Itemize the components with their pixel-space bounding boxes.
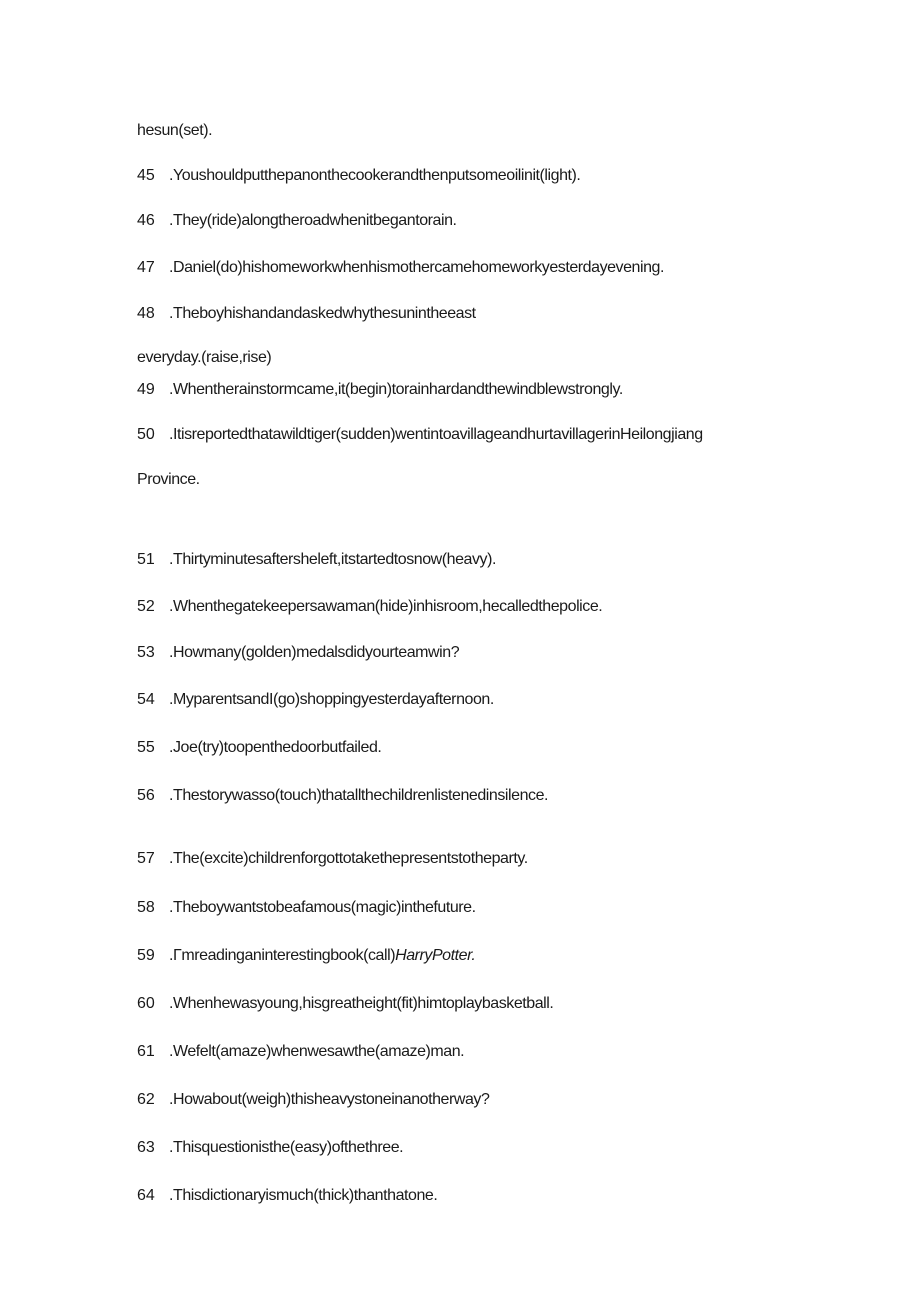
item-number: 61 [137,1043,155,1060]
exercise-55 [137,738,381,758]
exercise-46 [137,211,457,231]
item-text: .Theboyhishandandaskedwhythesunintheeast [169,305,476,322]
exercise-58 [137,898,476,918]
exercise-49 [137,380,623,400]
item-text: .Itisreportedthatawildtiger(sudden)wentintoavillageandhurtavillagerinHeilongjiang [169,426,703,443]
item-number: 63 [137,1139,155,1156]
item-text: .Thisdictionaryismuch(thick)thanthatone. [169,1187,438,1204]
item-number: 64 [137,1187,155,1204]
exercise-51 [137,550,496,570]
item-number: 45 [137,167,155,184]
item-number: 52 [137,598,155,615]
continuation-line: everyday.(raise,rise) [137,349,272,366]
item-number: 46 [137,212,155,229]
exercise-56 [137,786,548,806]
item-number: 55 [137,739,155,756]
exercise-59 [137,946,475,966]
exercise-53 [137,643,459,663]
item-number: 60 [137,995,155,1012]
item-text: .Γmreadinganinterestingbook(call) [169,947,396,964]
item-text: .Thestorywasso(touch)thatallthechildrenlistenedinsilence. [169,787,549,804]
item-number: 57 [137,850,155,867]
exercise-50 [137,425,703,445]
item-text: .Wefelt(amaze)whenwesawthe(amaze)man. [169,1043,465,1060]
item-text: .Whentherainstormcame,it(begin)torainhardandthewindblewstrongly. [169,381,623,398]
item-number: 51 [137,551,155,568]
exercise-47 [137,258,664,278]
item-text: .Howmany(golden)medalsdidyourteamwin? [169,644,460,661]
item-number: 54 [137,691,155,708]
exercise-63 [137,1138,403,1158]
exercise-64 [137,1186,437,1206]
item-number: 62 [137,1091,155,1108]
item-number: 48 [137,305,155,322]
item-number: 56 [137,787,155,804]
continuation-line: Province. [137,471,200,488]
item-text: .Howabout(weigh)thisheavystoneinanotherway? [169,1091,490,1108]
item-number: 53 [137,644,155,661]
exercise-54 [137,690,494,710]
exercise-52 [137,597,602,617]
item-text: .Youshouldputthepanonthecookerandthenputsomeoilinit(light). [169,167,581,184]
exercise-62 [137,1090,489,1110]
item-text: .Thirtyminutesaftersheleft,itstartedtosnow(heavy). [169,551,496,568]
item-text: .MyparentsandI(go)shoppingyesterdayafternoon. [169,691,494,708]
item-number: 49 [137,381,155,398]
item-text: .Joe(try)toopenthedoorbutfailed. [169,739,382,756]
item-number: 58 [137,899,155,916]
exercise-57 [137,849,528,869]
item-text: .Thisquestionisthe(easy)ofthethree. [169,1139,404,1156]
item-text: .Whenthegatekeepersawaman(hide)inhisroom,hecalledthepolice. [169,598,603,615]
exercise-60 [137,994,553,1014]
item-text: .Theboywantstobeafamous(magic)inthefuture. [169,899,476,916]
item-text: .Daniel(do)hishomeworkwhenhismothercamehomeworkyesterdayevening. [169,259,665,276]
item-text: .Whenhewasyoung,hisgreatheight(fit)himtoplaybasketball. [169,995,554,1012]
exercise-61 [137,1042,464,1062]
item-number: 50 [137,426,155,443]
item-text: .The(excite)childrenforgottotakethepresentstotheparty. [169,850,528,867]
continuation-line: hesun(set). [137,122,213,139]
book-title: HarryPotter. [395,947,476,964]
item-text: .They(ride)alongtheroadwhenitbegantorain. [169,212,457,229]
item-number: 59 [137,947,155,964]
exercise-48 [137,304,476,324]
exercise-45 [137,166,580,186]
item-number: 47 [137,259,155,276]
